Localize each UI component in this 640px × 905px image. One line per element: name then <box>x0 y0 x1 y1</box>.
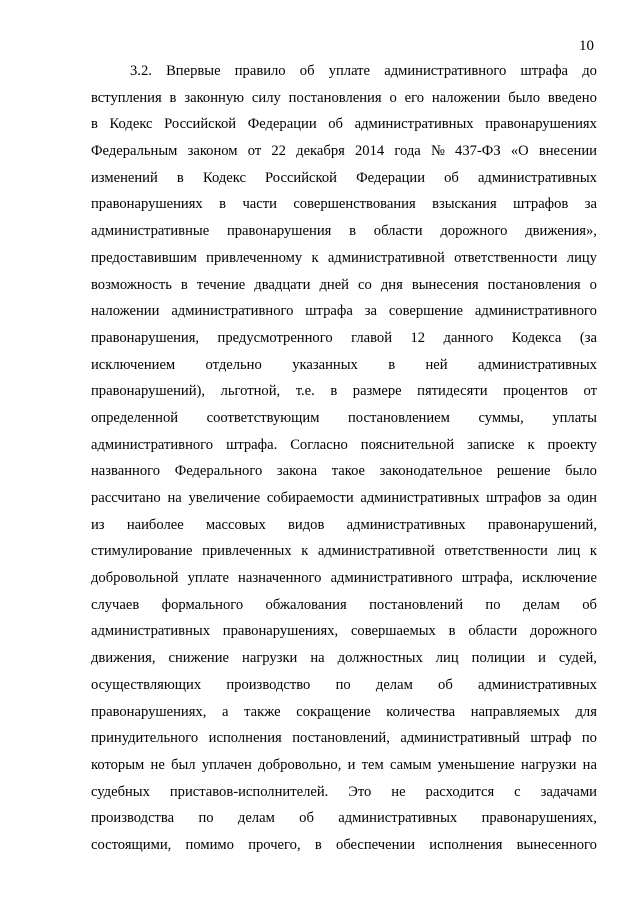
word: один <box>567 490 597 506</box>
word: уплачен <box>201 756 252 773</box>
word: был <box>171 756 196 773</box>
word: Федерального <box>174 463 263 480</box>
word: (за <box>579 329 597 346</box>
text-line <box>91 405 597 432</box>
word: назначенного <box>238 570 322 587</box>
word: административного <box>330 570 453 587</box>
word: от <box>247 143 262 160</box>
word: административные <box>91 223 210 240</box>
word: проекту <box>547 436 597 453</box>
word: постановлением <box>348 409 450 426</box>
text-line <box>91 725 597 752</box>
word: судебных <box>91 783 150 800</box>
word: административного <box>91 436 214 453</box>
word: законом <box>187 143 238 160</box>
text-line <box>91 58 597 85</box>
word: исполнения <box>208 730 282 747</box>
word: решение <box>496 463 551 480</box>
word: области <box>373 223 423 240</box>
word: 3.2. <box>130 63 152 79</box>
word: добровольно, <box>258 756 342 773</box>
word: рассчитано <box>91 490 161 506</box>
word: до <box>582 63 597 79</box>
word: правонарушениях, <box>222 623 339 640</box>
text-line <box>91 432 597 459</box>
word: об <box>299 63 315 79</box>
word: правонарушениях <box>485 116 597 133</box>
text-line <box>91 165 597 192</box>
word: 437-ФЗ <box>455 143 501 160</box>
word: делам <box>375 676 413 693</box>
word: к <box>527 436 535 453</box>
word: которым <box>91 756 145 773</box>
word: уплате <box>187 570 229 587</box>
word: административного <box>384 63 507 79</box>
word: правонарушений, <box>487 516 597 533</box>
word: определенной <box>91 409 179 426</box>
word: 22 <box>271 143 286 160</box>
word: главой <box>351 329 393 346</box>
word: нагрузки <box>242 650 298 667</box>
word: делам <box>522 596 560 613</box>
word: отдельно <box>205 356 262 373</box>
word: штрафа <box>520 63 569 79</box>
text-line <box>91 352 597 379</box>
word: размере <box>352 383 402 400</box>
word: случаев <box>91 596 140 613</box>
word: течение <box>196 276 246 293</box>
word: было <box>508 89 541 106</box>
word: пояснительной <box>360 436 455 453</box>
word: по <box>335 676 351 693</box>
word: должностных <box>337 650 423 667</box>
word: введено <box>547 89 597 106</box>
word: к <box>589 543 597 560</box>
word: года <box>394 143 421 160</box>
text-line <box>91 752 597 779</box>
word: сокращение <box>296 703 371 720</box>
word: правило <box>234 63 286 79</box>
text-line <box>91 111 597 138</box>
word: наложении <box>91 303 160 320</box>
word: названного <box>91 463 161 480</box>
word: штраф <box>530 730 572 747</box>
word: административных <box>346 516 466 533</box>
word: закона <box>276 463 318 480</box>
word: о <box>589 276 597 293</box>
word: силу <box>251 89 281 106</box>
word: штрафов <box>513 196 569 213</box>
word: дней <box>319 276 349 293</box>
word: задачами <box>540 783 597 800</box>
text-line <box>91 138 597 165</box>
word: записке <box>467 436 515 453</box>
word: за <box>584 196 597 213</box>
word: возможность <box>91 276 172 293</box>
word: соответствующим <box>206 409 320 426</box>
word: формального <box>161 596 244 613</box>
word: уменьшение <box>437 756 515 773</box>
word: Федеральным <box>91 143 178 160</box>
word: Кодекс <box>109 116 153 133</box>
word: по <box>581 730 597 747</box>
word: административных <box>91 623 210 640</box>
word: правонарушений), <box>91 383 206 400</box>
word: Кодекса <box>511 329 562 346</box>
word: ответственности <box>444 543 548 560</box>
text-line <box>91 779 597 806</box>
word: постановлений, <box>292 730 390 747</box>
word: с <box>514 783 521 800</box>
word: штрафа. <box>226 436 278 453</box>
word: № <box>430 143 445 160</box>
word: в <box>176 169 184 186</box>
word: видов <box>288 516 325 533</box>
word: исключением <box>91 356 176 373</box>
word: вынесения <box>411 276 479 293</box>
word: административных <box>477 356 597 373</box>
word: суммы, <box>478 409 524 426</box>
word: по <box>198 810 214 827</box>
word: правонарушениях <box>91 196 203 213</box>
word: Федерации <box>356 169 425 186</box>
word: ответственности <box>454 249 558 266</box>
word: административной <box>317 543 435 560</box>
word: на <box>310 650 325 667</box>
word: в <box>349 223 357 240</box>
word: штрафа <box>305 303 353 320</box>
word: постановления <box>288 89 382 106</box>
word: его <box>404 89 425 106</box>
word: об <box>582 596 597 613</box>
word: административного <box>171 303 294 320</box>
word: снижение <box>168 650 230 667</box>
word: части <box>242 196 277 213</box>
word: Это <box>348 783 372 800</box>
word: административных <box>360 490 480 506</box>
word: взыскания <box>432 196 497 213</box>
word: Российской <box>164 116 237 133</box>
word: административный <box>400 730 520 747</box>
text-line <box>91 378 597 405</box>
word: 2014 <box>355 143 385 160</box>
text-line <box>91 645 597 672</box>
word: за <box>548 490 561 506</box>
word: об <box>444 169 459 186</box>
word: делам <box>237 810 275 827</box>
word: об <box>438 676 453 693</box>
word: правонарушениях, <box>481 810 597 827</box>
word: в <box>330 383 338 400</box>
word: внесении <box>538 143 597 160</box>
word: производства <box>91 810 175 827</box>
word: вступления <box>91 89 162 106</box>
word: стимулирование <box>91 543 193 560</box>
word: в <box>219 196 227 213</box>
word: дорожного <box>529 623 597 640</box>
word: лиц <box>435 650 459 667</box>
word: 12 <box>410 329 426 346</box>
word: дня <box>380 276 403 293</box>
word: из <box>91 516 105 533</box>
word: со <box>358 276 372 293</box>
word: движения», <box>525 223 597 240</box>
word: административного <box>474 303 597 320</box>
word: приставов-исполнителей. <box>169 783 329 800</box>
word: и <box>538 650 546 667</box>
word: было <box>565 463 597 480</box>
word: Российской <box>265 169 337 186</box>
word: уплате <box>328 63 371 79</box>
word: также <box>244 703 281 720</box>
text-line <box>91 592 597 619</box>
word: Кодекс <box>202 169 246 186</box>
text-line <box>91 218 597 245</box>
word: о <box>389 89 397 106</box>
word: на <box>582 756 597 773</box>
word: Согласно <box>290 436 348 453</box>
word: осуществляющих <box>91 676 202 693</box>
word: движения, <box>91 650 156 667</box>
word: а <box>221 703 229 720</box>
word: на <box>167 490 182 506</box>
word: в <box>91 116 98 133</box>
word: административных <box>354 116 474 133</box>
word: увеличение <box>188 490 261 506</box>
word: в <box>448 623 456 640</box>
word: двадцати <box>254 276 311 293</box>
word: самым <box>390 756 432 773</box>
word: и <box>347 756 356 773</box>
word: постановлений <box>369 596 464 613</box>
word: «О <box>510 143 529 160</box>
text-line <box>91 272 597 299</box>
text-line <box>91 325 597 352</box>
word: обжалования <box>265 596 347 613</box>
word: в <box>169 89 177 106</box>
text-line <box>91 832 597 859</box>
word: собираемости <box>266 490 354 506</box>
word: состоящими, <box>91 836 172 853</box>
word: наложении <box>431 89 501 106</box>
word: данного <box>443 329 494 346</box>
word: по <box>485 596 501 613</box>
word: процентов <box>503 383 568 400</box>
text-line <box>91 538 597 565</box>
word: привлеченных <box>202 543 292 560</box>
word: массовых <box>205 516 266 533</box>
word: совершаемых <box>350 623 436 640</box>
word: т.е. <box>295 383 315 400</box>
word: исключение <box>522 570 597 587</box>
word: исполнения <box>429 836 503 853</box>
word: предусмотренного <box>217 329 333 346</box>
text-line <box>91 298 597 325</box>
word: дорожного <box>440 223 508 240</box>
word: Впервые <box>166 63 221 79</box>
word: административных <box>477 676 597 693</box>
text-line <box>91 618 597 645</box>
word: льготной, <box>220 383 281 400</box>
word: полиции <box>471 650 526 667</box>
word: об <box>328 116 343 133</box>
text-line <box>91 699 597 726</box>
word: правонарушения <box>226 223 332 240</box>
word: лиц <box>557 543 581 560</box>
word: административной <box>327 249 445 266</box>
word: штрафа, <box>461 570 513 587</box>
word: обеспечении <box>336 836 416 853</box>
word: такое <box>331 463 366 480</box>
word: судей, <box>558 650 597 667</box>
word: ней <box>425 356 448 373</box>
word: к <box>301 543 309 560</box>
word: декабря <box>296 143 345 160</box>
word: области <box>468 623 518 640</box>
word: уплаты <box>552 409 597 426</box>
word: в <box>388 356 396 373</box>
word: в <box>180 276 188 293</box>
text-line <box>91 191 597 218</box>
word: административных <box>477 169 597 186</box>
word: наиболее <box>126 516 184 533</box>
text-line <box>91 672 597 699</box>
word: указанных <box>292 356 358 373</box>
text-line <box>91 245 597 272</box>
word: в <box>314 836 322 853</box>
word: количества <box>386 703 456 720</box>
word: пятидесяти <box>417 383 488 400</box>
word: от <box>583 383 597 400</box>
word: совершенствования <box>293 196 416 213</box>
word: предоставившим <box>91 249 197 266</box>
word: привлеченному <box>206 249 303 266</box>
word: производство <box>226 676 311 693</box>
text-line <box>91 805 597 832</box>
text-line <box>91 512 597 539</box>
word: административных <box>338 810 458 827</box>
word: Федерации <box>247 116 317 133</box>
word: расходится <box>425 783 495 800</box>
word: нагрузки <box>521 756 577 773</box>
word: штрафов <box>486 490 542 506</box>
word: изменений <box>91 169 158 186</box>
word: не <box>391 783 406 800</box>
word: законодательное <box>379 463 483 480</box>
word: вынесенного <box>516 836 597 853</box>
word: принудительного <box>91 730 199 747</box>
word: направляемых <box>470 703 560 720</box>
text-line <box>91 458 597 485</box>
word: об <box>299 810 314 827</box>
word: постановления <box>487 276 581 293</box>
page-number: 10 <box>579 38 594 54</box>
word: к <box>311 249 319 266</box>
word: добровольной <box>91 570 179 587</box>
word: тем <box>361 756 384 773</box>
word: правонарушениях, <box>91 703 207 720</box>
word: помимо <box>185 836 234 853</box>
text-line <box>91 485 597 512</box>
word: для <box>575 703 597 720</box>
word: совершение <box>388 303 463 320</box>
text-line <box>91 565 597 592</box>
word: правонарушения, <box>91 329 200 346</box>
word: законную <box>184 89 245 106</box>
text-line <box>91 85 597 112</box>
word: не <box>150 756 165 773</box>
word: лицу <box>566 249 597 266</box>
paragraph-3-2 <box>91 58 597 859</box>
word: прочего, <box>248 836 301 853</box>
word: за <box>364 303 377 320</box>
